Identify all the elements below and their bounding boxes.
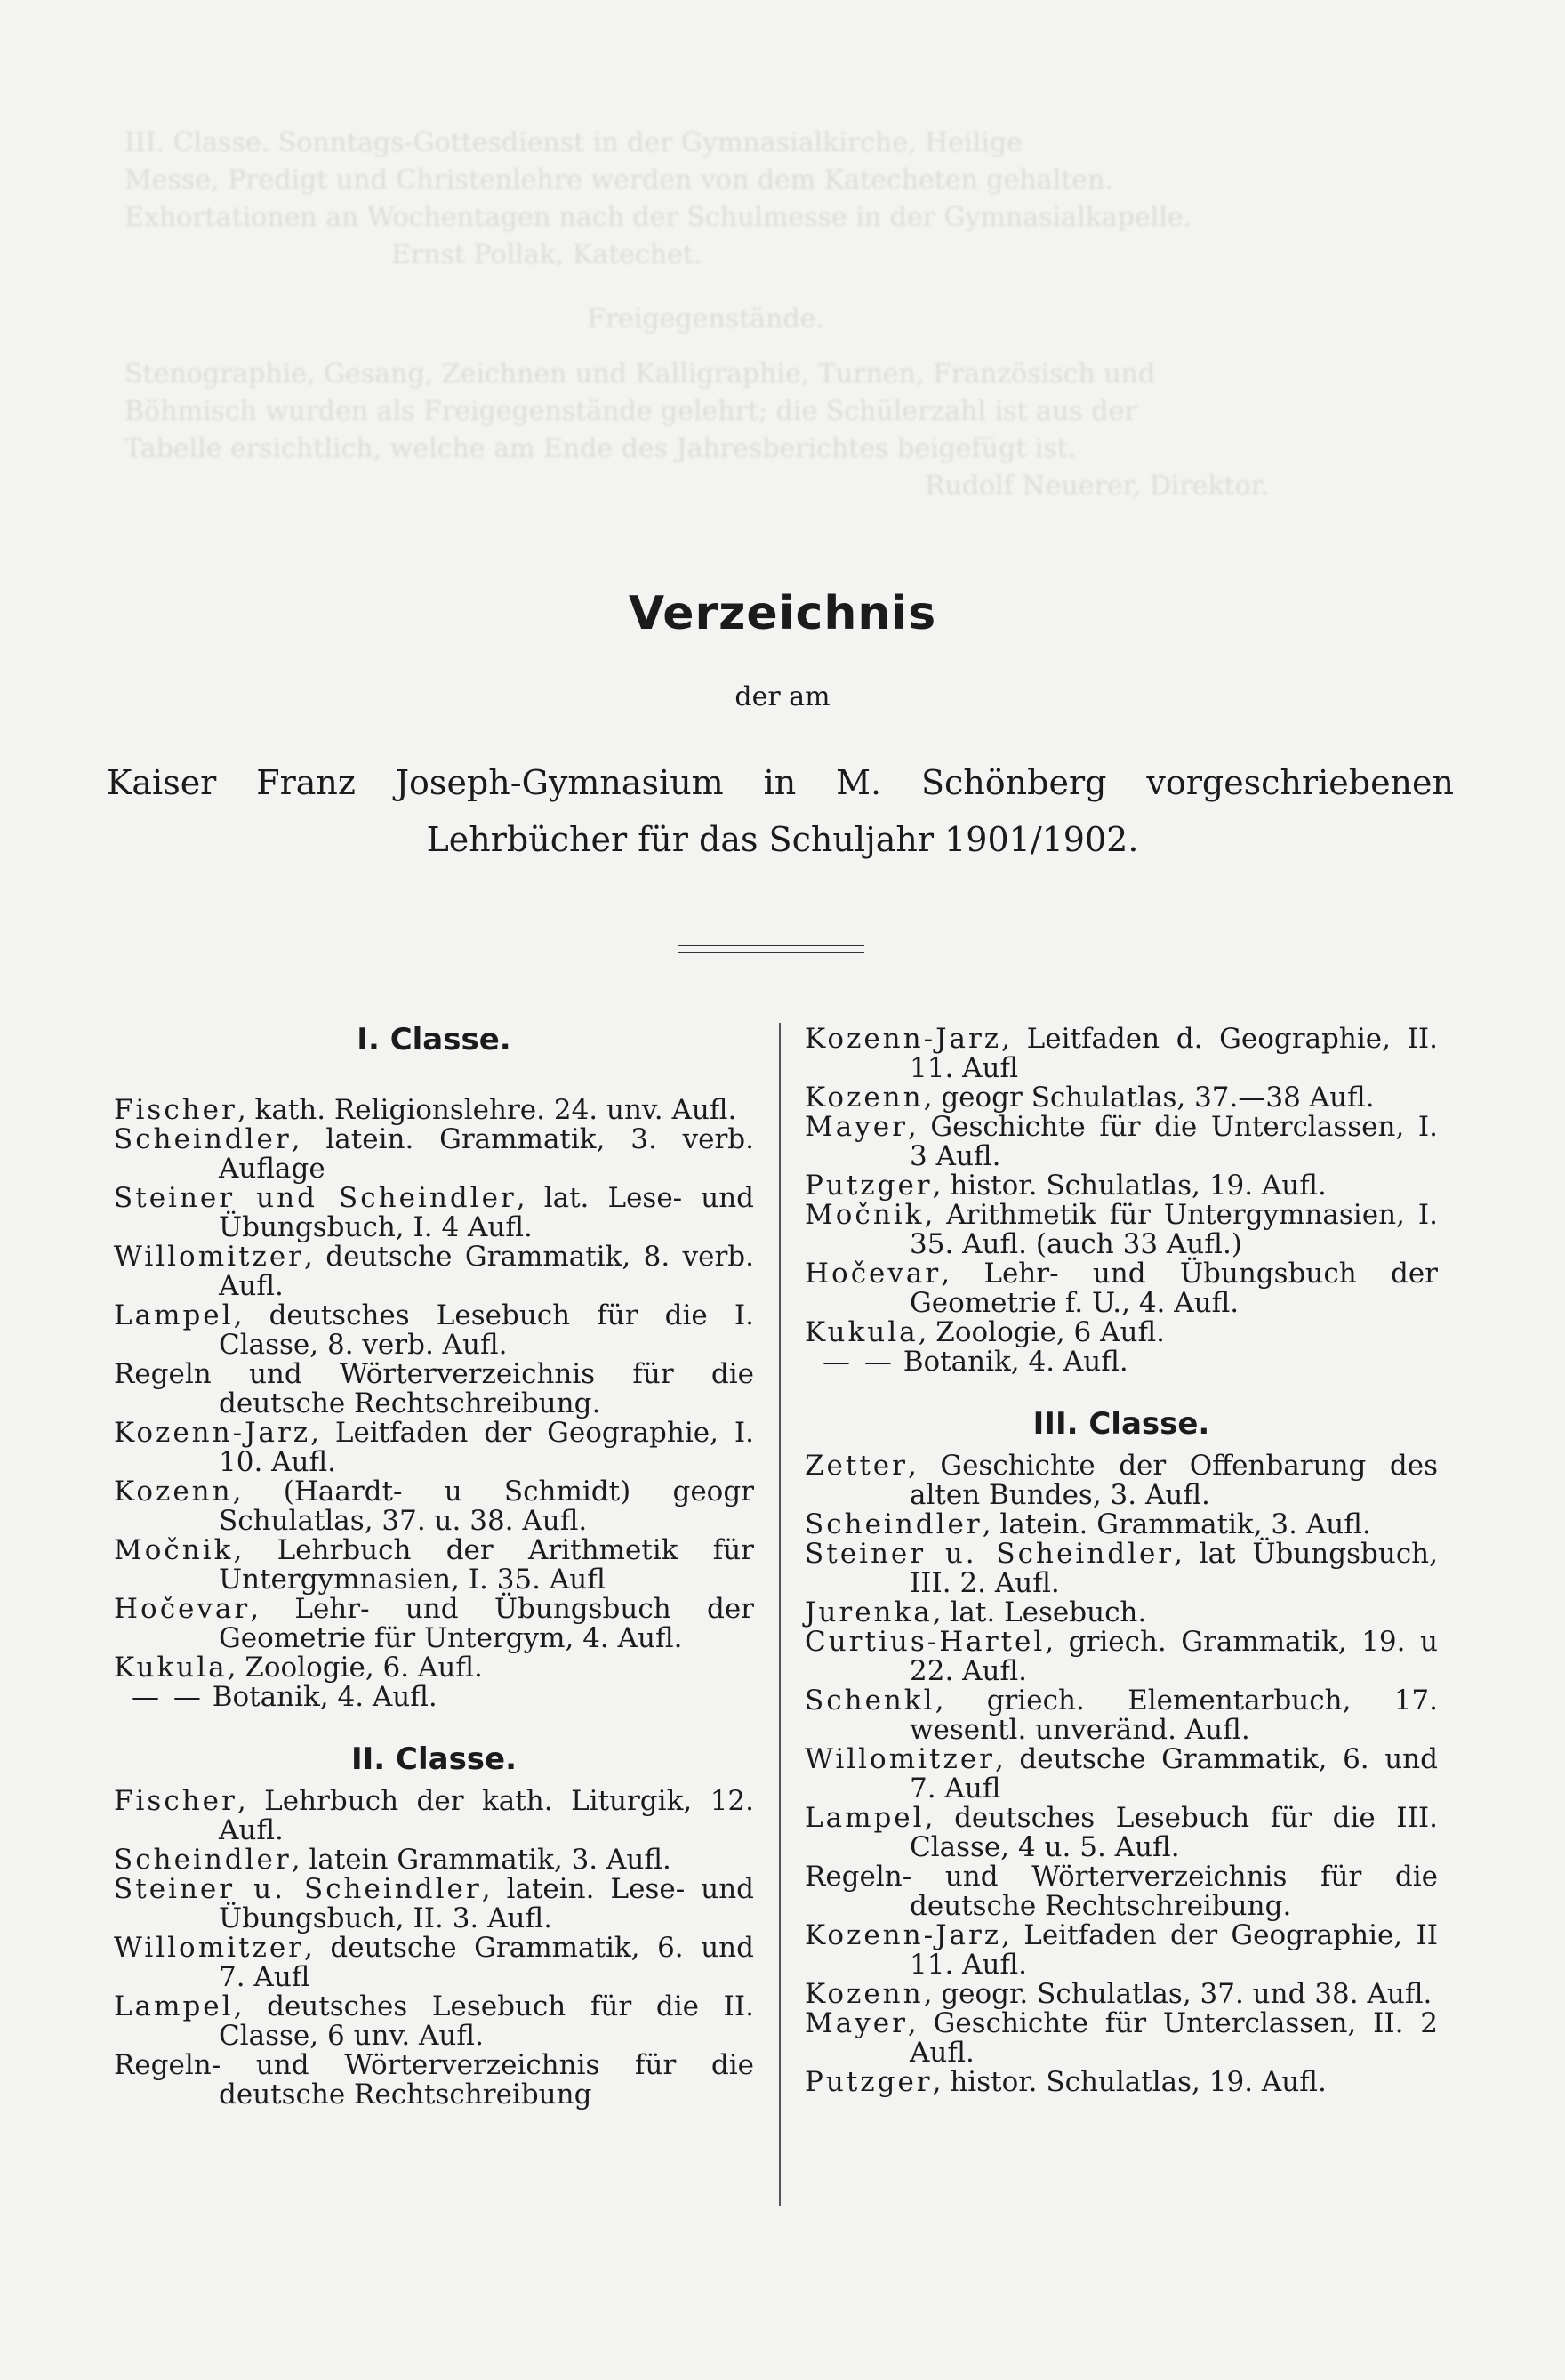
entry-text: , histor. Schulatlas, 19. Aufl. bbox=[932, 2066, 1327, 2098]
entry-text: , deutsche Grammatik, 6. und 7. Aufl bbox=[219, 1932, 754, 1993]
book-entry bbox=[805, 1025, 1438, 1083]
entry-text: , (Haardt- u Schmidt) geogr Schulatlas, 37. u. 38. Aufl. bbox=[219, 1475, 754, 1537]
entry-author: Hočevar bbox=[805, 1258, 942, 1290]
entry-author: Steiner u. Scheindler bbox=[805, 1538, 1175, 1570]
entry-author: Kozenn-Jarz bbox=[805, 1919, 1002, 1951]
book-entry bbox=[114, 1595, 754, 1653]
book-entry bbox=[114, 1653, 754, 1683]
section-heading-classe-1: I. Classe. bbox=[357, 1022, 511, 1057]
entry-text: , latein. Grammatik, 3. verb. Auflage bbox=[219, 1123, 754, 1185]
book-entry bbox=[805, 1171, 1438, 1201]
entry-author: Putzger bbox=[805, 2066, 933, 2098]
entry-author: — — bbox=[132, 1681, 204, 1713]
entry-text: , Lehr- und Übungsbuch der Geometrie für Untergym, 4. Aufl. bbox=[219, 1593, 754, 1654]
entry-author: Steiner u. Scheindler bbox=[114, 1873, 482, 1905]
book-entry bbox=[805, 1510, 1438, 1540]
entry-text: , lat. Lese- und Übungsbuch, I. 4 Aufl. bbox=[219, 1182, 755, 1243]
book-entry bbox=[114, 1242, 754, 1301]
book-entry bbox=[114, 1477, 754, 1536]
entry-text: , Lehrbuch der kath. Liturgik, 12. Aufl. bbox=[219, 1785, 754, 1846]
entry-author: Scheindler bbox=[114, 1844, 292, 1876]
entry-text: , deutsches Lesebuch für die III. Classe, 4 u. 5. Aufl. bbox=[910, 1802, 1438, 1863]
book-entry bbox=[805, 2068, 1438, 2097]
book-entry bbox=[114, 1360, 754, 1419]
book-entry bbox=[805, 1598, 1438, 1628]
book-entry bbox=[805, 1921, 1438, 1980]
book-entry bbox=[805, 1804, 1438, 1862]
book-entry bbox=[805, 1083, 1438, 1113]
bleed-through-text: III. Classe. Sonntags-Gottesdienst in der Gymnasialkirche, Heilige Messe, Predigt und Christenlehre werden von dem Katecheten gehalten. Exhortationen an Wochentagen nach der Schulmesse in der Gymnasialkapelle. Ernst Pollak, Katechet. Freigegenstände. Stenographie, Gesang, Zeichnen und Kalligraphie, Turnen, Französisch und Böhmisch wurden als Freigegenstände gelehrt; die Schülerzahl ist aus der Tabelle ersichtlich, welche am Ende des Jahresberichtes beigefügt ist. Rudolf Neuerer, Direktor. bbox=[124, 127, 1270, 502]
entry-author: Močnik bbox=[805, 1199, 925, 1231]
entry-text: , lat Übungsbuch, III. 2. Aufl. bbox=[910, 1538, 1439, 1599]
entry-author: Willomitzer bbox=[805, 1743, 995, 1775]
book-entry bbox=[805, 1540, 1438, 1598]
entry-text: , Geschichte für Unterclassen, II. 2 Aufl. bbox=[907, 2007, 1438, 2069]
divider-rule-bottom bbox=[678, 952, 864, 953]
entry-text: , Arithmetik für Untergymnasien, I. 35. Aufl. (auch 33 Aufl.) bbox=[910, 1199, 1438, 1260]
entry-text: , histor. Schulatlas, 19. Aufl. bbox=[932, 1170, 1327, 1202]
page-title: Verzeichnis bbox=[628, 587, 937, 640]
book-entry bbox=[805, 1686, 1438, 1745]
left-column bbox=[114, 1022, 755, 2111]
entry-text: , latein Grammatik, 3. Aufl. bbox=[291, 1844, 671, 1876]
book-entry bbox=[114, 1683, 754, 1712]
entry-text: , latein. Lese- und Übungsbuch, II. 3. Aufl. bbox=[219, 1873, 754, 1934]
entry-text: , Lehrbuch der Arithmetik für Untergymnasien, I. 35. Aufl bbox=[219, 1534, 754, 1596]
entry-author: Lampel bbox=[805, 1802, 925, 1834]
book-entry bbox=[114, 1301, 754, 1360]
entry-author: Mayer bbox=[805, 2007, 908, 2039]
entry-author: Kukula bbox=[805, 1316, 919, 1348]
book-entry bbox=[805, 1318, 1438, 1347]
entry-author: Kozenn-Jarz bbox=[114, 1417, 311, 1449]
entry-text: , Geschichte für die Unterclassen, I. 3 Aufl. bbox=[907, 1111, 1438, 1172]
section-heading-classe-3: III. Classe. bbox=[1032, 1406, 1210, 1442]
entry-text: , Lehr- und Übungsbuch der Geometrie f. U., 4. Aufl. bbox=[910, 1258, 1438, 1319]
entry-author: Fischer bbox=[114, 1094, 237, 1126]
entry-text: , kath. Religionslehre. 24. unv. Aufl. bbox=[237, 1094, 737, 1126]
entry-author: Steiner und Scheindler bbox=[114, 1182, 517, 1214]
entry-text: , latein. Grammatik, 3. Aufl. bbox=[982, 1508, 1371, 1540]
book-entry bbox=[805, 1347, 1438, 1377]
entry-text: , Leitfaden der Geographie, II 11. Aufl. bbox=[910, 1919, 1438, 1981]
entry-text: , deutsches Lesebuch für die II. Classe, 6 unv. Aufl. bbox=[219, 1990, 754, 2052]
entry-author: Willomitzer bbox=[114, 1932, 304, 1964]
entry-author: Kukula bbox=[114, 1652, 228, 1684]
book-entry bbox=[805, 1745, 1438, 1804]
entry-author: Schenkl bbox=[805, 1684, 935, 1717]
entry-text: , Zoologie, 6 Aufl. bbox=[918, 1316, 1166, 1348]
entry-text: , griech. Elementarbuch, 17. wesentl. unveränd. Aufl. bbox=[910, 1684, 1438, 1746]
book-entry bbox=[805, 1628, 1438, 1686]
book-entry bbox=[805, 1451, 1438, 1510]
entry-text: , deutsches Lesebuch für die I. Classe, 8. verb. Aufl. bbox=[219, 1299, 754, 1361]
book-entry bbox=[114, 1419, 754, 1477]
entry-author: Curtius-Hartel bbox=[805, 1626, 1046, 1658]
book-entry bbox=[114, 1536, 754, 1595]
book-entry bbox=[114, 1096, 754, 1125]
book-entry bbox=[805, 1259, 1438, 1318]
book-entry bbox=[114, 1125, 754, 1184]
subtitle-line-1: der am bbox=[734, 681, 831, 712]
book-entry bbox=[805, 1862, 1438, 1921]
entry-author: Mayer bbox=[805, 1111, 908, 1143]
entry-author: Willomitzer bbox=[114, 1241, 304, 1273]
entry-text: , lat. Lesebuch. bbox=[932, 1596, 1147, 1628]
entry-text: Regeln- und Wörterverzeichnis für die deutsche Rechtschreibung. bbox=[805, 1861, 1438, 1922]
entry-text: Botanik, 4. Aufl. bbox=[203, 1681, 437, 1713]
book-entry bbox=[805, 2009, 1438, 2068]
divider-rule-top bbox=[678, 945, 864, 946]
entry-author: Fischer bbox=[114, 1785, 237, 1817]
entry-text: , Leitfaden der Geographie, I. 10. Aufl. bbox=[219, 1417, 754, 1478]
entry-author: Kozenn bbox=[114, 1475, 233, 1508]
entry-author: — — bbox=[823, 1346, 895, 1378]
entry-author: Močnik bbox=[114, 1534, 234, 1566]
entry-text: Botanik, 4. Aufl. bbox=[894, 1346, 1128, 1378]
book-entry bbox=[114, 1875, 754, 1934]
book-entry bbox=[114, 1845, 754, 1875]
section-heading-classe-2: II. Classe. bbox=[350, 1741, 518, 1777]
entry-text: Regeln und Wörterverzeichnis für die deutsche Rechtschreibung. bbox=[114, 1358, 754, 1419]
book-entry bbox=[805, 1113, 1438, 1171]
entry-text: , Geschichte der Offenbarung des alten Bundes, 3. Aufl. bbox=[907, 1450, 1438, 1511]
entry-text: , Leitfaden d. Geographie, II. 11. Aufl bbox=[910, 1023, 1438, 1084]
entry-author: Kozenn bbox=[805, 1081, 924, 1114]
book-entry bbox=[114, 2051, 754, 2110]
book-entry bbox=[114, 1992, 754, 2051]
entry-author: Jurenka bbox=[805, 1596, 933, 1628]
entry-author: Kozenn-Jarz bbox=[805, 1023, 1002, 1055]
entry-author: Zetter bbox=[805, 1450, 908, 1482]
entry-text: , geogr Schulatlas, 37.—38 Aufl. bbox=[923, 1081, 1375, 1114]
subtitle-line-3: Lehrbücher für das Schuljahr 1901/1902. bbox=[426, 820, 1139, 859]
entry-author: Putzger bbox=[805, 1170, 933, 1202]
column-divider bbox=[779, 1023, 781, 2206]
spacer bbox=[114, 1712, 754, 1732]
entry-text: , deutsche Grammatik, 8. verb. Aufl. bbox=[219, 1241, 754, 1302]
entry-author: Scheindler bbox=[805, 1508, 983, 1540]
entry-author: Lampel bbox=[114, 1990, 234, 2022]
entry-text: , Zoologie, 6. Aufl. bbox=[227, 1652, 483, 1684]
book-entry bbox=[114, 1787, 754, 1845]
subtitle-line-2: Kaiser Franz Joseph-Gymnasium in M. Schönberg vorgeschriebenen bbox=[107, 763, 1454, 802]
book-entry bbox=[114, 1934, 754, 1992]
entry-text: Regeln- und Wörterverzeichnis für die deutsche Rechtschreibung bbox=[114, 2049, 754, 2111]
book-entry bbox=[805, 1201, 1438, 1259]
entry-author: Hočevar bbox=[114, 1593, 251, 1625]
entry-author: Scheindler bbox=[114, 1123, 292, 1155]
book-entry bbox=[114, 1184, 754, 1242]
entry-author: Lampel bbox=[114, 1299, 234, 1331]
entry-author: Kozenn bbox=[805, 1978, 924, 2010]
right-column bbox=[805, 1025, 1438, 2097]
entry-text: , geogr. Schulatlas, 37. und 38. Aufl. bbox=[923, 1978, 1433, 2010]
book-entry bbox=[805, 1980, 1438, 2009]
entry-text: , deutsche Grammatik, 6. und 7. Aufl bbox=[910, 1743, 1438, 1805]
entry-text: , griech. Grammatik, 19. u 22. Aufl. bbox=[910, 1626, 1438, 1687]
spacer bbox=[805, 1377, 1438, 1396]
